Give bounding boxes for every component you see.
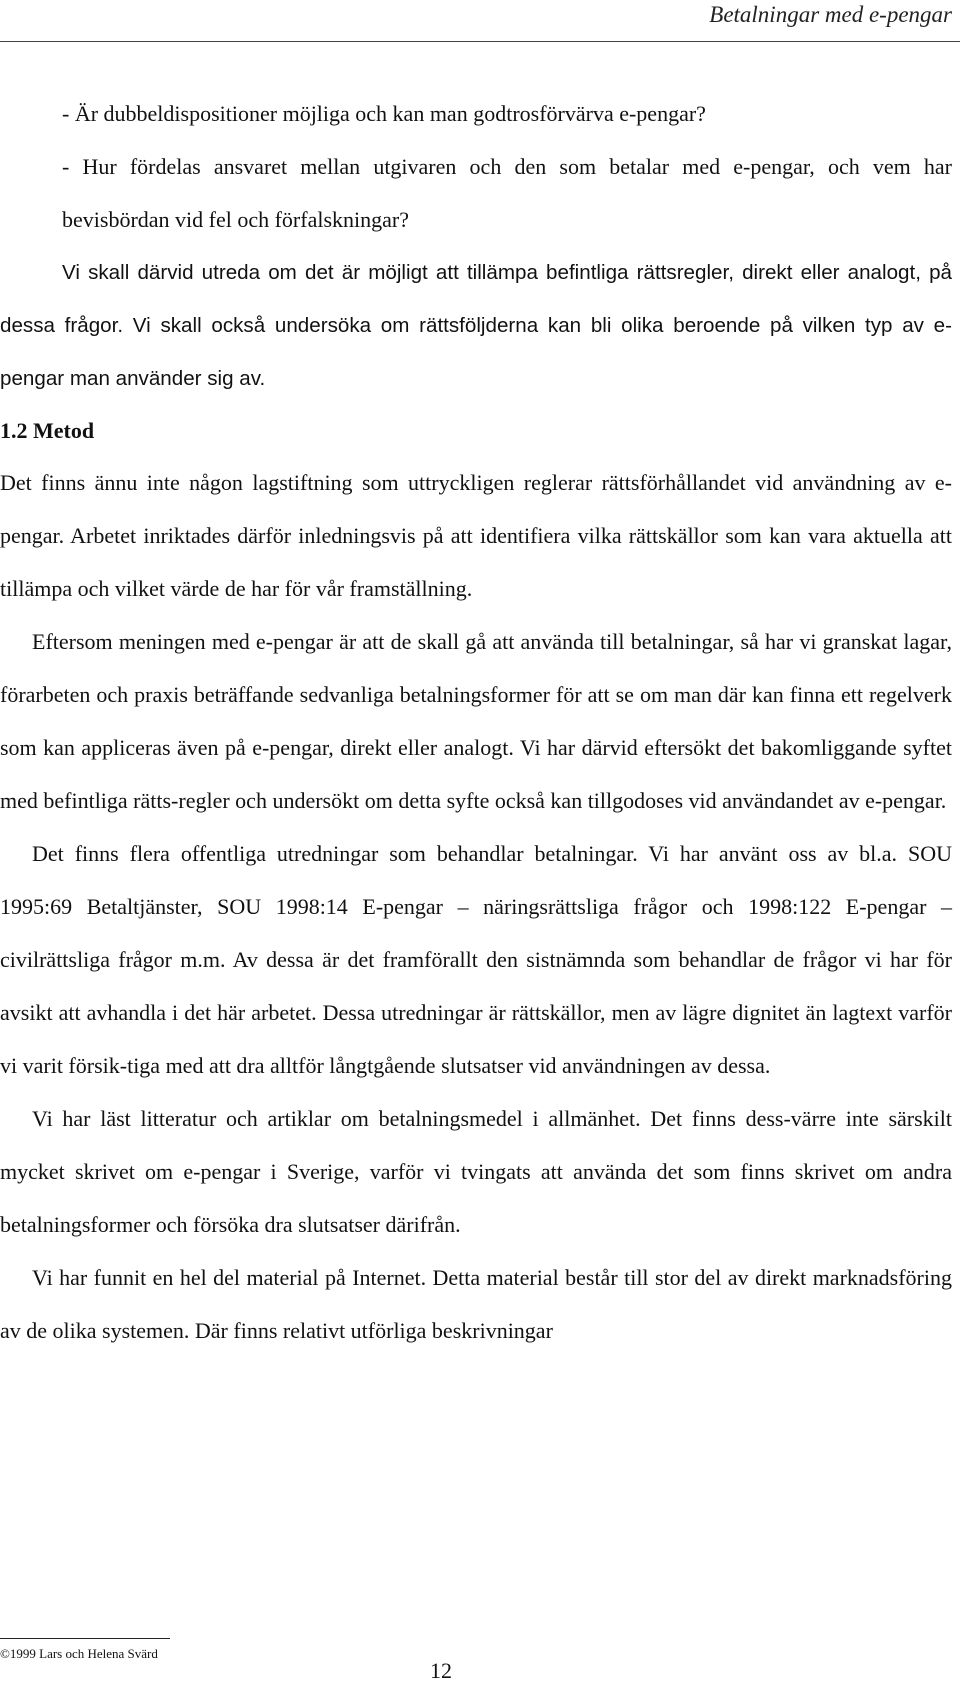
section-heading: 1.2 Metod [0, 418, 95, 443]
footer-divider [0, 1638, 170, 1639]
copyright-notice: ©1999 Lars och Helena Svärd [0, 1646, 158, 1661]
header-divider [0, 41, 960, 42]
paragraph-2: Eftersom meningen med e-pengar är att de skall gå att använda till betalningar, så har vi granskat lagar, förarbeten och praxis beträffande sedvanliga betalningsformer för att se om man där kan finna ett regelverk som kan appliceras även på e-pengar, direkt eller analogt. Vi har därvid eftersökt det bakomliggande syftet med befintliga rätts-regler och undersökt om detta syfte också kan tillgodoses vid användandet av e-pengar. [0, 629, 952, 813]
page-number: 12 [430, 1658, 452, 1683]
paragraph-4: Vi har läst litteratur och artiklar om betalningsmedel i allmänhet. Det finns dess-värre inte särskilt mycket skrivet om e-pengar i Sverige, varför vi tvingats att använda det som finns skrivet om andra betalningsformer och försöka dra slutsatser därifrån. [0, 1106, 952, 1237]
paragraph-5: Vi har funnit en hel del material på Internet. Detta material består till stor del av direkt marknadsföring av de olika systemen. Där finns relativt utförliga beskrivningar [0, 1265, 952, 1343]
running-header-title: Betalningar med e-pengar [709, 2, 952, 27]
list-item-1: - Är dubbeldispositioner möjliga och kan man godtrosförvärva e-pengar? [62, 101, 706, 126]
paragraph-1: Det finns ännu inte någon lagstiftning som uttryckligen reglerar rättsförhållandet vid användning av e-pengar. Arbetet inriktades därför inledningsvis på att identifiera vilka rättskällor som kan vara aktuella att tillämpa och vilket värde de har för vår framställning. [0, 470, 952, 601]
page-body [0, 87, 952, 1357]
paragraph-3: Det finns flera offentliga utredningar som behandlar betalningar. Vi har använt oss av bl.a. SOU 1995:69 Betaltjänster, SOU 1998:14 E-pengar – näringsrättsliga frågor och 1998:122 E-pengar – civilrättsliga frågor m.m. Av dessa är det framförallt den sistnämnda som behandlar de frågor vi har för avsikt att avhandla i det här arbetet. Dessa utredningar är rättskällor, men av lägre dignitet än lagtext varför vi varit försik-tiga med att dra alltför långtgående slutsatser vid användningen av dessa. [0, 841, 952, 1078]
intro-paragraph: Vi skall därvid utreda om det är möjligt att tillämpa befintliga rättsregler, direkt eller analogt, på dessa frågor. Vi skall också undersöka om rättsföljderna kan bli olika beroende på vilken typ av e-pengar man använder sig av. [0, 261, 952, 390]
list-item-2: - Hur fördelas ansvaret mellan utgivaren och den som betalar med e-pengar, och vem har bevisbördan vid fel och förfalskningar? [62, 154, 952, 232]
